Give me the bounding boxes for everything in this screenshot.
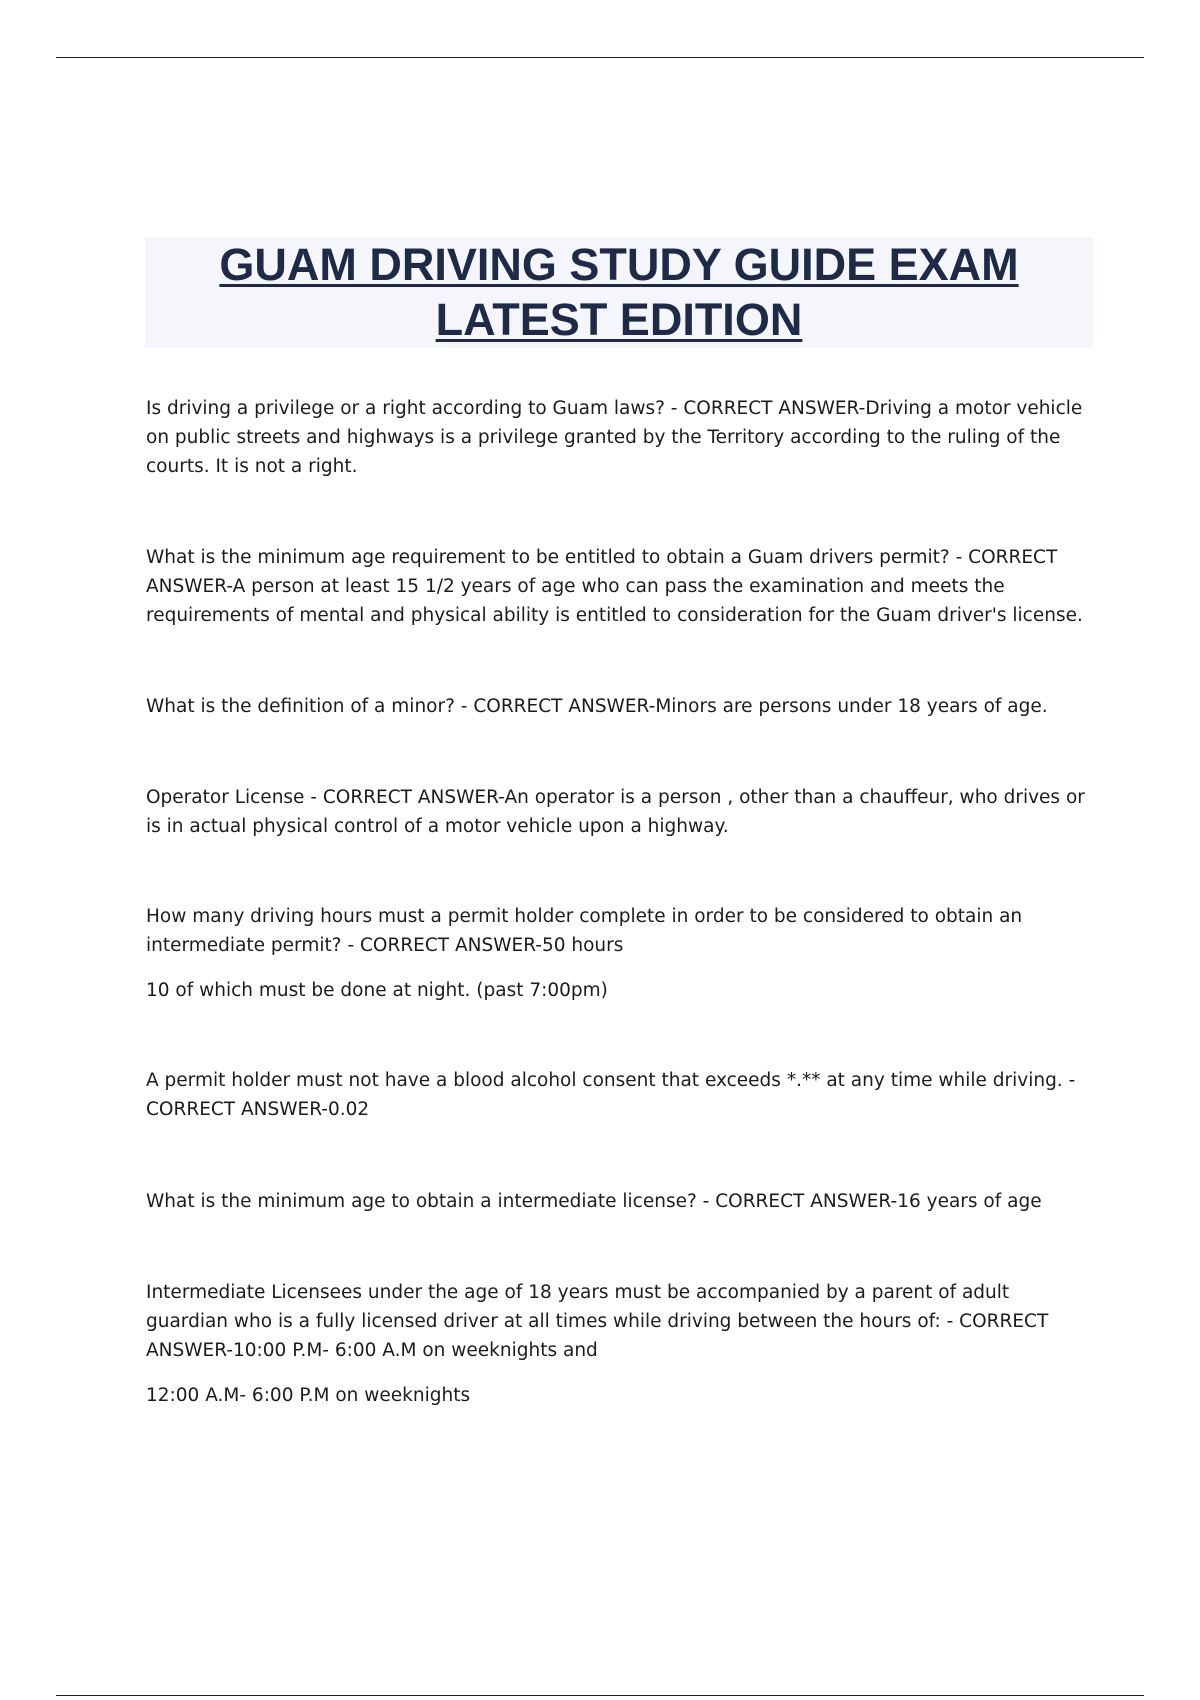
qa-text: What is the definition of a minor? - CORRECT ANSWER-Minors are persons under 18 years of age. — [146, 696, 1048, 717]
title-banner — [145, 237, 1093, 348]
qa-text: A permit holder must not have a blood alcohol consent that exceeds *.** at any time while driving. - CORRECT ANSWER-0.02 — [146, 1070, 1076, 1120]
qa-text: 10 of which must be done at night. (past 7:00pm) — [146, 980, 608, 1001]
qa-text: What is the minimum age to obtain a intermediate license? - CORRECT ANSWER-16 years of age — [146, 1191, 1042, 1212]
qa-text: Operator License - CORRECT ANSWER-An operator is a person , other than a chauffeur, who drives or is in actual physical control of a motor vehicle upon a highway. — [146, 787, 1085, 837]
qa-text: 12:00 A.M- 6:00 P.M on weeknights — [146, 1385, 471, 1406]
qa-entry-4 — [146, 783, 1086, 841]
qa-entry-5 — [146, 902, 1086, 1005]
qa-text: Is driving a privilege or a right according to Guam laws? - CORRECT ANSWER-Driving a motor vehicle on public streets and highways is a privilege granted by the Territory according to the ruling of the courts. It is not a right. — [146, 398, 1083, 477]
bottom-rule — [56, 1695, 1144, 1696]
qa-entry-2 — [146, 543, 1086, 630]
qa-text: How many driving hours must a permit holder complete in order to be considered to obtain an intermediate permit? - CORRECT ANSWER-50 hours — [146, 906, 1023, 956]
qa-text: Intermediate Licensees under the age of 18 years must be accompanied by a parent of adult guardian who is a fully licensed driver at all times while driving between the hours of: - CORRECT ANSWER-10:00 P.M- 6:00 A.M on weeknights and — [146, 1282, 1049, 1361]
top-rule — [56, 57, 1144, 58]
qa-entry-1 — [146, 394, 1086, 481]
document-title-line-1: GUAM DRIVING STUDY GUIDE EXAM — [219, 239, 1019, 290]
qa-entry-6 — [146, 1066, 1086, 1124]
qa-entry-3 — [146, 692, 1086, 721]
qa-entry-8 — [146, 1278, 1086, 1410]
document-title-line-2: LATEST EDITION — [435, 294, 803, 345]
qa-entry-7 — [146, 1187, 1086, 1216]
qa-text: What is the minimum age requirement to be entitled to obtain a Guam drivers permit? - CORRECT ANSWER-A person at least 15 1/2 years of age who can pass the examination and meets the requirements of mental and physical ability is entitled to consideration for the Guam driver's license. — [146, 547, 1083, 626]
